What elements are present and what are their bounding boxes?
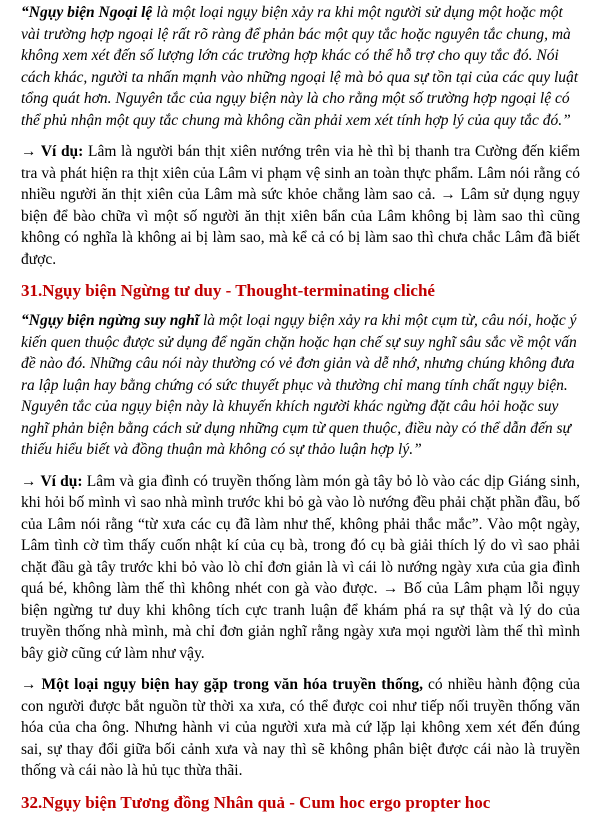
definition-thought-terminating: [21, 310, 580, 461]
definition-text: là một loại ngụy biện xảy ra khi một người sử dụng một hoặc một vài trường hợp ngoại lệ rất rõ ràng để phản bác một quy tắc hoặc nguyên tắc chung, mà không xem xét đến số lượng lớn các trường hợp khác có thể hỗ trợ cho quy tắc đó. Nói cách khác, người ta nhấn mạnh vào những ngoại lệ mà bỏ qua sự tồn tại của các quy luật tổng quát hơn. Nguyên tắc của ngụy biện này là cho rằng một số trường hợp ngoại lệ có thể phủ nhận một quy tắc chung mà không cần phải xem xét tính hợp lý của quy tắc đó.”: [21, 4, 579, 129]
definition-exception-fallacy: [21, 2, 580, 131]
example-text: Lâm và gia đình có truyền thống làm món gà tây bỏ lò vào các dịp Giáng sinh, khi hỏi bố mình vì sao nhà mình trước khi bỏ gà vào lò nướng đều phải chặt phần đầu, bố của Lâm nói rằng “từ xưa các cụ đã làm như thế, không phải thắc mắc”. Vào một ngày, Lâm tình cờ tìm thấy cuốn nhật kí của cụ bà, trong đó cụ bà giải thích lý do vì sao phải chặt đầu gà tây trước khi bỏ vào lò chỉ đơn giản là vì cái lò nướng ngày xưa của gia đình quá bé, không làm thế thì không nhét con gà vào được. → Bố của Lâm phạm lỗi ngụy biện ngừng tư duy khi không tích cực tranh luận để khám phá ra sự thật và lý do của truyền thống nhà mình, mà chỉ đơn giản nghĩ rằng ngày xưa mọi người làm thế thì mình bây giờ cũng cứ làm như vậy.: [21, 472, 580, 662]
note-paragraph: [21, 674, 580, 782]
example-paragraph-1: [21, 141, 580, 270]
term-exception-fallacy: “Ngụy biện Ngoại lệ: [21, 4, 153, 21]
example-paragraph-2: [21, 471, 580, 665]
note-text: có nhiều hành động của con người được bắt nguồn từ thời xa xưa, có thể được coi như tiếp nối truyền thống văn hóa của cha ông. Nhưng hành vi của người xưa mà cứ lặp lại không xem xét đến đúng sai, sự thay đổi giữa bối cảnh xưa và nay thì sẽ không phân biệt được cái nào là truyền thống và cái nào là hủ tục thừa thãi.: [21, 676, 580, 779]
definition-text: là một loại ngụy biện xảy ra khi một cụm từ, câu nói, hoặc ý kiến quen thuộc được sử dụng để ngăn chặn hoặc hạn chế sự suy nghĩ sâu sắc về một vấn đề nào đó. Những câu nói này thường có vẻ đơn giản và dễ nhớ, nhưng chúng không đưa ra lập luận hay bằng chứng có sức thuyết phục và thường chỉ mang tính chất ngụy biện. Nguyên tắc của ngụy biện này là khuyến khích người khác ngừng đặt câu hỏi hoặc suy nghĩ phản biện bằng cách sử dụng những cụm từ quen thuộc, điều này có thể dẫn đến sự thiếu hiểu biết và đồng thuận mà không có sự thảo luận hợp lý.”: [21, 312, 577, 458]
note-label: → Một loại ngụy biện hay gặp trong văn hóa truyền thống,: [21, 676, 423, 693]
term-thought-terminating: “Ngụy biện ngừng suy nghĩ: [21, 312, 200, 329]
example-text: Lâm là người bán thịt xiên nướng trên via hè thì bị thanh tra Cường đến kiểm tra và phát hiện ra thịt xiên của Lâm vi phạm vệ sinh an toàn thực phẩm. Lâm nói rằng có nhiều người ăn thịt xiên của Lâm mà sức khỏe chẳng làm sao cả. → Lâm sử dụng ngụy biện để bào chữa vì một số người ăn thịt xiên bẩn của Lâm không bị làm sao thì cũng không có nghĩa là không ai bị làm sao, mà kể cả có bị làm sao thì chưa chắc Lâm đã biết được.: [21, 143, 580, 268]
example-label: → Ví dụ:: [21, 472, 83, 490]
section-heading-31: 31.Ngụy biện Ngừng tư duy - Thought-terminating cliché: [21, 281, 435, 300]
section-heading-32: 32.Ngụy biện Tương đồng Nhân quả - Cum hoc ergo propter hoc: [21, 792, 491, 812]
example-label: → Ví dụ:: [21, 143, 84, 160]
